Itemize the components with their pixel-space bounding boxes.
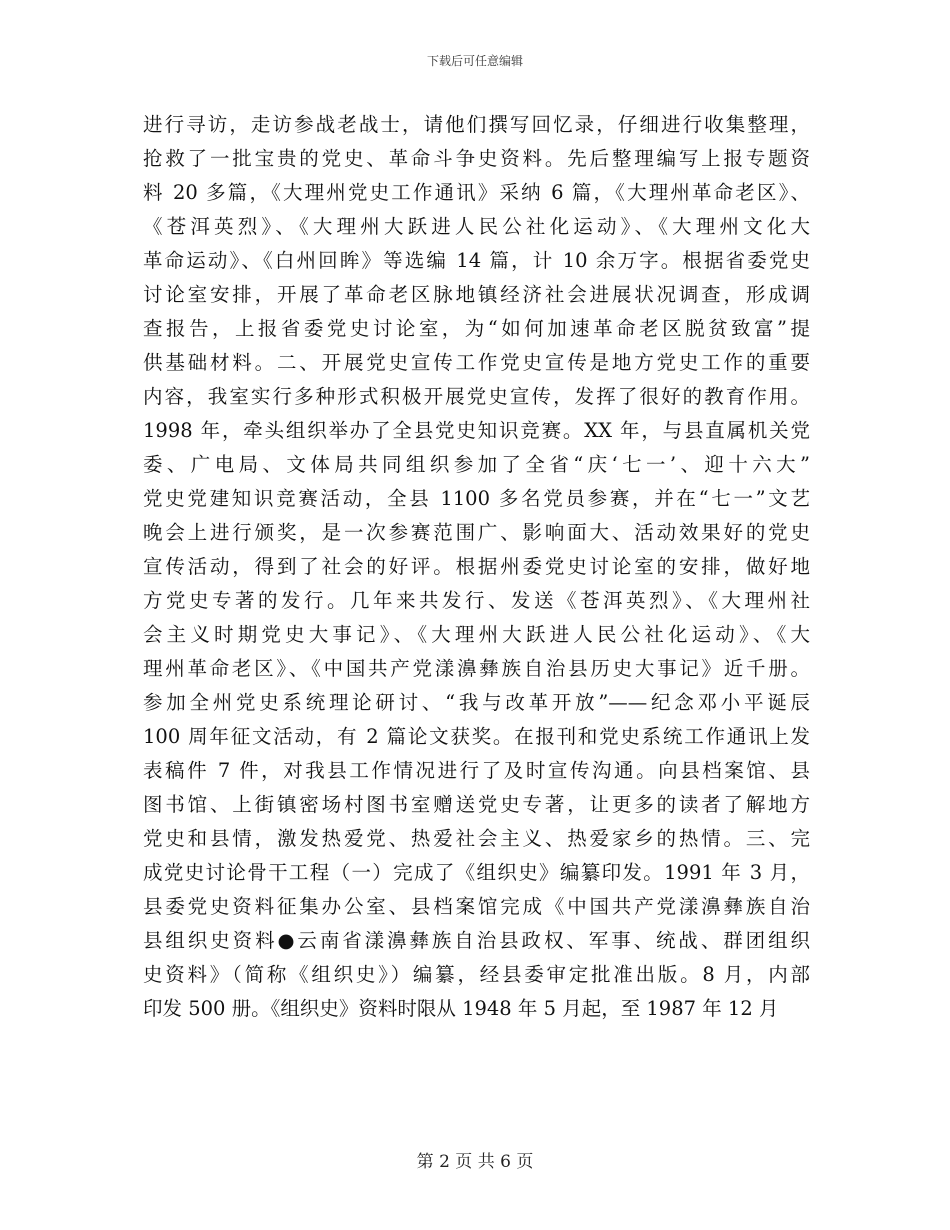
body-text [143, 108, 810, 1026]
text-line-14: 宣传活动，得到了社会的好评。根据州委党史讨论室的安排，做好地 [143, 555, 810, 578]
text-line-8: 供基础材料。二、开展党史宣传工作党史宣传是地方党史工作的重要 [143, 351, 810, 374]
text-line-24: 县委党史资料征集办公室、县档案馆完成《中国共产党漾濞彝族自治 [143, 895, 810, 918]
text-line-16: 会主义时期党史大事记》、《大理州大跃进人民公社化运动》、《大 [143, 623, 810, 646]
page-footer: 第 2 页 共 6 页 [416, 1152, 534, 1172]
text-line-23: 成党史讨论骨干工程（一）完成了《组织史》编纂印发。1991 年 3 月， [143, 861, 810, 884]
text-line-27: 印发 500 册。《组织史》资料时限从 1948 年 5 月起，至 1987 年 12 月 [143, 997, 779, 1020]
text-line-21: 图书馆、上街镇密场村图书室赠送党史专著，让更多的读者了解地方 [143, 793, 810, 816]
text-line-3: 料 20 多篇，《大理州党史工作通讯》采纳 6 篇，《大理州革命老区》、 [143, 181, 810, 204]
text-line-1: 进行寻访，走访参战老战士，请他们撰写回忆录，仔细进行收集整理， [143, 113, 810, 136]
text-line-2: 抢救了一批宝贵的党史、革命斗争史资料。先后整理编写上报专题资 [143, 147, 810, 170]
text-line-19: 100 周年征文活动，有 2 篇论文获奖。在报刊和党史系统工作通讯上发 [143, 725, 810, 748]
text-line-20: 表稿件 7 件，对我县工作情况进行了及时宣传沟通。向县档案馆、县 [143, 759, 810, 782]
text-line-26: 史资料》（简称《组织史》）编纂，经县委审定批准出版。8 月，内部 [143, 963, 810, 986]
text-line-5: 革命运动》、《白州回眸》等选编 14 篇，计 10 余万字。根据省委党史 [143, 249, 810, 272]
text-line-17: 理州革命老区》、《中国共产党漾濞彝族自治县历史大事记》近千册。 [143, 657, 810, 680]
text-line-25: 县组织史资料●云南省漾濞彝族自治县政权、军事、统战、群团组织 [143, 929, 810, 952]
text-line-12: 党史党建知识竞赛活动，全县 1100 多名党员参赛，并在“七一”文艺 [143, 487, 810, 510]
text-line-13: 晚会上进行颁奖，是一次参赛范围广、影响面大、活动效果好的党史 [143, 521, 810, 544]
text-line-22: 党史和县情，激发热爱党、热爱社会主义、热爱家乡的热情。三、完 [143, 827, 810, 850]
text-line-10: 1998 年，牵头组织举办了全县党史知识竞赛。XX 年，与县直属机关党 [143, 419, 810, 442]
text-line-7: 查报告，上报省委党史讨论室，为“如何加速革命老区脱贫致富”提 [143, 317, 810, 340]
text-line-9: 内容，我室实行多种形式积极开展党史宣传，发挥了很好的教育作用。 [143, 385, 810, 408]
text-line-11: 委、广电局、文体局共同组织参加了全省“庆‘七一’、迎十六大” [143, 453, 810, 476]
text-line-15: 方党史专著的发行。几年来共发行、发送《苍洱英烈》、《大理州社 [143, 589, 810, 612]
text-line-6: 讨论室安排，开展了革命老区脉地镇经济社会进展状况调查，形成调 [143, 283, 810, 306]
text-line-18: 参加全州党史系统理论研讨、“我与改革开放”——纪念邓小平诞辰 [143, 691, 810, 714]
page-header: 下载后可任意编辑 [426, 54, 523, 68]
text-line-4: 《苍洱英烈》、《大理州大跃进人民公社化运动》、《大理州文化大 [143, 215, 810, 238]
